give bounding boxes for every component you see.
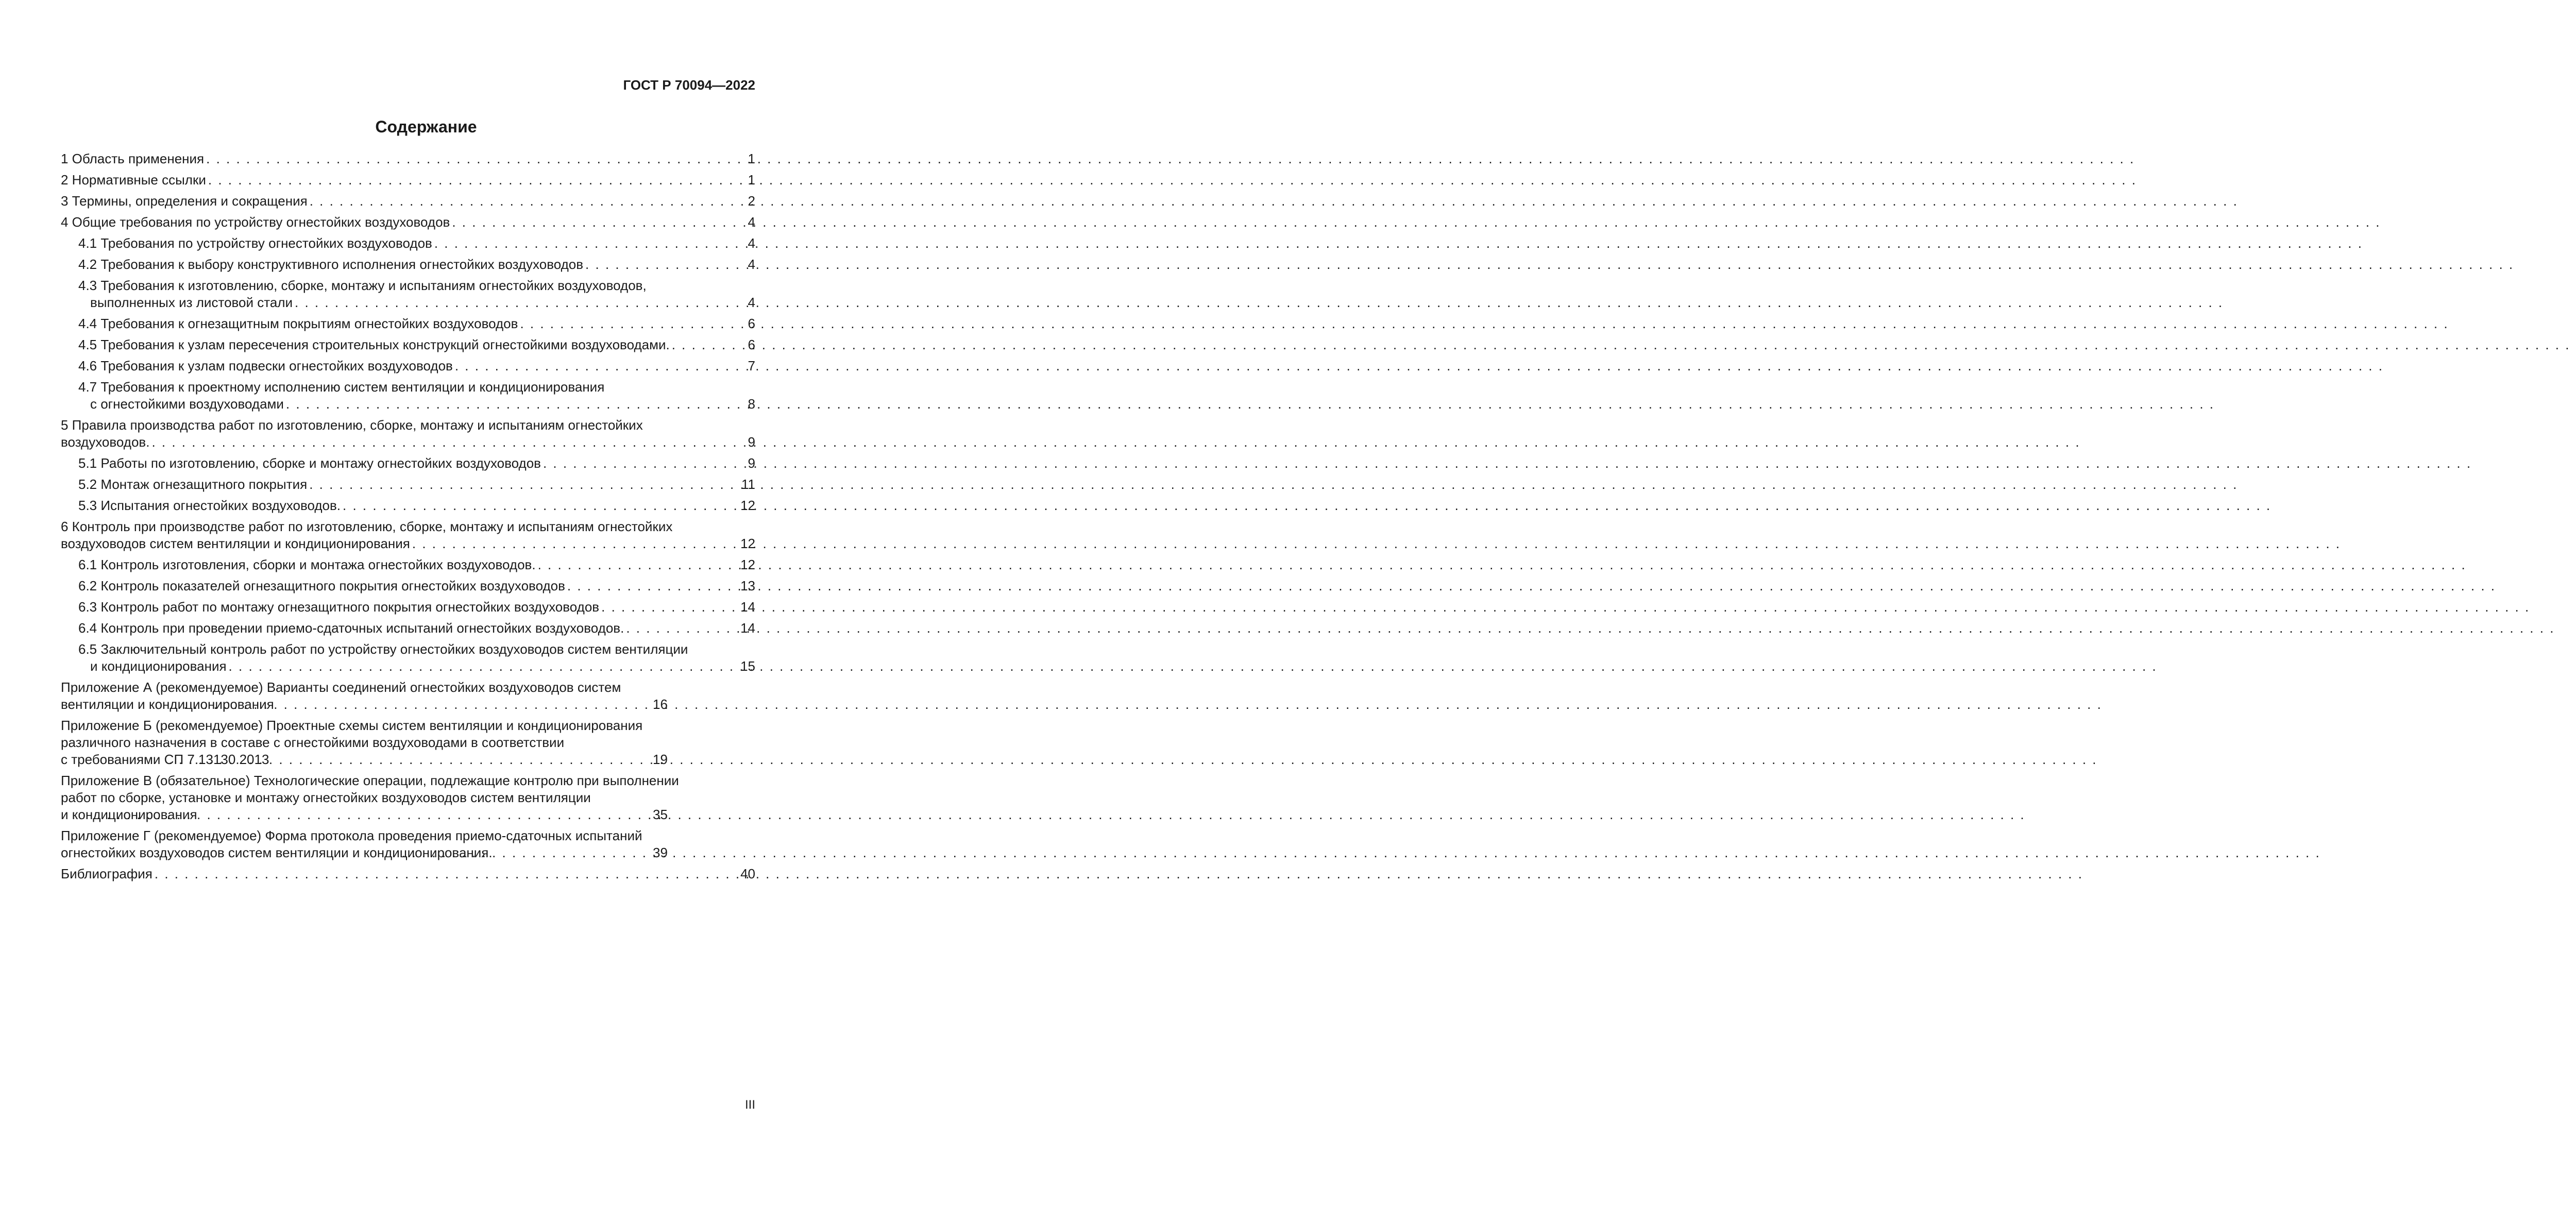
toc-page-number: 6: [748, 316, 755, 331]
toc-entry-text: 4.7 Требования к проектному исполнению систем вентиляции и кондиционирования: [78, 379, 605, 395]
toc-page-number: 11: [741, 477, 755, 492]
leader-dots: [538, 556, 739, 573]
toc-entry-text: 4.5 Требования к узлам пересечения строительных конструкций огнестойкими воздуховодами.: [78, 337, 670, 352]
leader-dots: [208, 172, 746, 189]
leader-dots: [543, 455, 746, 472]
toc-entry-text: различного назначения в составе с огнестойкими воздуховодами в соответствии: [61, 735, 565, 750]
toc-entry-text: 6.1 Контроль изготовления, сборки и монтажа огнестойких воздуховодов.: [78, 557, 536, 572]
toc-entry-text: огнестойких воздуховодов систем вентиляции и кондиционирования.: [61, 845, 493, 860]
toc-page-number: 4: [748, 257, 755, 272]
leader-dots: [520, 315, 745, 332]
toc-entry-text: и кондиционирования: [90, 658, 227, 674]
toc-page-number: 9: [748, 455, 755, 471]
toc-entry-text: 4.2 Требования к выбору конструктивного исполнения огнестойких воздуховодов: [78, 257, 584, 272]
leader-dots: [309, 476, 739, 493]
toc-entry[interactable]: [61, 256, 755, 273]
toc-entry[interactable]: [61, 172, 755, 189]
toc-entry[interactable]: [61, 578, 755, 595]
toc-entry[interactable]: [61, 379, 755, 413]
toc-entry-text: Приложение В (обязательное) Технологические операции, подлежащие контролю при выполнении: [61, 773, 679, 788]
page-number: III: [744, 1098, 755, 1112]
toc-entry-text: 6.3 Контроль работ по монтажу огнезащитного покрытия огнестойких воздуховодов: [78, 599, 600, 615]
document-id-header: ГОСТ Р 70094—2022: [623, 77, 755, 93]
toc-page-number: 14: [740, 599, 755, 615]
page-title: Содержание: [375, 117, 477, 136]
leader-dots: [601, 599, 738, 616]
leader-dots: [585, 256, 745, 273]
toc-entry-text: Приложение Б (рекомендуемое) Проектные схемы систем вентиляции и кондиционирования: [61, 718, 643, 733]
toc-entry-text: Приложение Г (рекомендуемое) Форма протокола проведения приемо-сдаточных испытаний: [61, 828, 642, 843]
toc-entry-text: вентиляции и кондиционирования: [61, 697, 274, 712]
toc-entry-text: 5.3 Испытания огнестойких воздуховодов.: [78, 498, 341, 513]
toc-entry-text: 5.1 Работы по изготовлению, сборке и монтажу огнестойких воздуховодов: [78, 455, 541, 471]
toc-entry-text: с требованиями СП 7.13130.2013: [61, 752, 269, 767]
toc-entry-text: 6.2 Контроль показателей огнезащитного покрытия огнестойких воздуховодов: [78, 578, 565, 593]
toc-entry-text: 5 Правила производства работ по изготовлению, сборке, монтажу и испытаниям огнестойких: [61, 417, 643, 433]
toc-page-number: 1: [748, 172, 755, 188]
toc-entry-text: 3 Термины, определения и сокращения: [61, 193, 308, 209]
toc-page-number: 1: [748, 151, 755, 166]
toc-entry[interactable]: Приложение В (обязательное) Технологические операции, подлежащие контролю при выполнении работ по сборке, установке и монтажу огнестойких воздуховодов систем вентиляции и кондиционирования . . . 35: [61, 772, 755, 823]
toc-entry[interactable]: [61, 641, 755, 675]
toc-page-number: 8: [748, 396, 755, 412]
leader-dots: [455, 358, 746, 375]
leader-dots: [412, 535, 738, 552]
toc-entry[interactable]: [61, 358, 755, 375]
toc-page-number: 6: [748, 337, 755, 352]
leader-dots: [343, 497, 738, 514]
toc-entry[interactable]: [61, 193, 755, 210]
leader-dots: [199, 806, 753, 823]
toc-page-number: 4: [748, 214, 755, 230]
toc-page-number: 2: [748, 193, 755, 209]
leader-dots: [151, 434, 745, 451]
toc-entry[interactable]: [61, 599, 755, 616]
toc-entry-text: 4.1 Требования по устройству огнестойких воздуховодов: [78, 235, 432, 251]
toc-page-number: 40: [740, 866, 755, 881]
leader-dots: [206, 150, 745, 167]
leader-dots: [452, 214, 745, 231]
toc-entry[interactable]: Приложение Б (рекомендуемое) Проектные схемы систем вентиляции и кондиционирования различного назначения в составе с огнестойкими воздуховодами в соответствии с требованиями СП 7.13130.2013 . . . 19: [61, 717, 755, 768]
toc-entry-text: и кондиционирования: [61, 807, 197, 822]
toc-page-number: 13: [740, 578, 755, 593]
leader-dots: [295, 294, 746, 311]
toc-entry[interactable]: [61, 556, 755, 573]
toc-entry[interactable]: [61, 476, 755, 493]
toc-entry-text: 5.2 Монтаж огнезащитного покрытия: [78, 477, 308, 492]
leader-dots: [434, 235, 746, 252]
toc-entry-text: 6 Контроль при производстве работ по изготовлению, сборке, монтажу и испытаниям огнестойких: [61, 519, 673, 534]
toc-entry[interactable]: [61, 235, 755, 252]
toc-page-number: 12: [740, 557, 755, 572]
toc-entry-text: 4.6 Требования к узлам подвески огнестойких воздуховодов: [78, 358, 453, 374]
toc-entry-text: 1 Область применения: [61, 151, 205, 166]
toc-entry-text: 4.4 Требования к огнезащитным покрытиям огнестойких воздуховодов: [78, 316, 518, 331]
toc-entry-text: 4.3 Требования к изготовлению, сборке, монтажу и испытаниям огнестойких воздуховодов,: [78, 278, 647, 293]
toc-entry-text: воздуховодов систем вентиляции и кондиционирования: [61, 536, 410, 551]
toc-entry-text: Библиография: [61, 866, 152, 881]
toc-entry[interactable]: [61, 620, 755, 637]
toc-entry[interactable]: [61, 518, 755, 552]
toc-entry[interactable]: [61, 455, 755, 472]
leader-dots: [626, 620, 738, 637]
toc-entry[interactable]: [61, 417, 755, 451]
leader-dots: [495, 844, 753, 861]
toc-entry[interactable]: [61, 277, 755, 311]
toc-entry[interactable]: [61, 336, 755, 353]
leader-dots: [672, 336, 746, 353]
toc-entry[interactable]: Приложение А (рекомендуемое) Варианты соединений огнестойких воздуховодов систем вентиляции и кондиционирования . . . 16: [61, 679, 755, 713]
toc-entry[interactable]: [61, 214, 755, 231]
toc-entry[interactable]: [61, 150, 755, 167]
leader-dots: [276, 696, 753, 713]
leader-dots: [271, 751, 753, 768]
toc-page-number: 4: [748, 235, 755, 251]
toc-entry[interactable]: [61, 315, 755, 332]
toc-page-number: 4: [748, 295, 755, 310]
leader-dots: [310, 193, 746, 210]
toc-entry[interactable]: [61, 497, 755, 514]
leader-dots: [286, 396, 746, 413]
toc-entry-text: воздуховодов.: [61, 434, 150, 450]
toc-page-number: 15: [740, 658, 755, 674]
toc-entry-text: 2 Нормативные ссылки: [61, 172, 206, 188]
toc-page-number: 12: [740, 536, 755, 551]
toc-entry-text: 4 Общие требования по устройству огнестойких воздуховодов: [61, 214, 450, 230]
toc-entry-text: 6.5 Заключительный контроль работ по устройству огнестойких воздуховодов систем вентиляции: [78, 641, 688, 657]
toc-entry-text: 6.4 Контроль при проведении приемо-сдаточных испытаний огнестойких воздуховодов.: [78, 620, 624, 636]
leader-dots: [155, 865, 738, 882]
leader-dots: [229, 658, 739, 675]
leader-dots: [567, 578, 738, 595]
toc-page-number: 12: [740, 498, 755, 513]
toc-entry-text: Приложение А (рекомендуемое) Варианты соединений огнестойких воздуховодов систем: [61, 680, 621, 695]
toc-page-number: 7: [748, 358, 755, 374]
toc-page-number: 14: [740, 620, 755, 636]
toc-entry-text: работ по сборке, установке и монтажу огнестойких воздуховодов систем вентиляции: [61, 790, 591, 805]
toc-entry-text: выполненных из листовой стали: [90, 295, 293, 310]
table-of-contents: [61, 150, 755, 887]
toc-entry-text: с огнестойкими воздуховодами: [90, 396, 284, 412]
toc-entry[interactable]: Приложение Г (рекомендуемое) Форма протокола проведения приемо-сдаточных испытаний огнестойких воздуховодов систем вентиляции и кондиционирования. . . . 39: [61, 827, 755, 861]
toc-page-number: 9: [748, 434, 755, 450]
toc-entry[interactable]: [61, 865, 755, 882]
